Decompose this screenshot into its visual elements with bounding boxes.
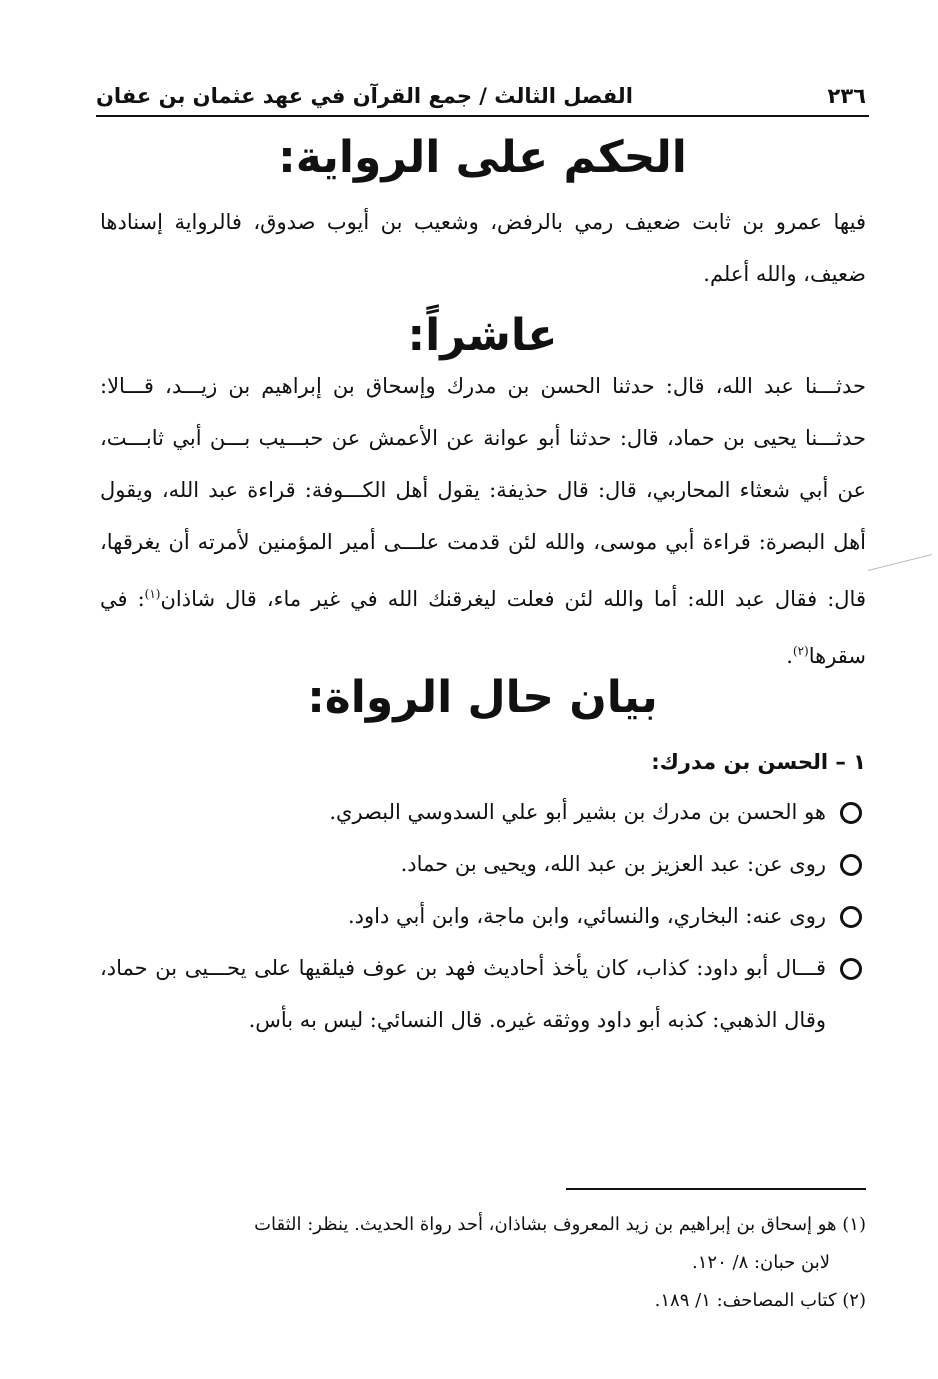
narrator-subheading: ١ – الحسن بن مدرك:	[651, 750, 866, 774]
footnote-ref-2[interactable]: (٢)	[792, 644, 809, 658]
circle-bullet-icon	[840, 906, 862, 928]
narration-end: .	[786, 644, 793, 668]
narration-text-cont: : في سقرها	[100, 587, 866, 668]
narrator-details-list	[100, 786, 866, 1046]
list-item	[100, 786, 866, 838]
footnotes	[96, 1206, 866, 1320]
footnote-separator	[566, 1188, 866, 1190]
tenth-heading: عاشراً:	[407, 310, 558, 361]
circle-bullet-icon	[840, 802, 862, 824]
running-header	[96, 78, 866, 114]
list-item	[100, 890, 866, 942]
list-item-text: قـــال أبو داود: كذاب، كان يأخذ أحاديث فهد بن عوف فيلقيها على يحـــيى بن حماد، وقال الذهبي: كذبه أبو داود ووثقه غيره. قال النسائي: ليس به بأس.	[100, 956, 826, 1032]
footnote-2: (٢) كتاب المصاحف: ١/ ١٨٩.	[654, 1290, 866, 1311]
scan-stray-mark	[868, 554, 932, 571]
header-rule	[96, 115, 869, 117]
narration-text: حدثـــنا عبد الله، قال: حدثنا الحسن بن مدرك وإسحاق بن إبراهيم بن زيـــد، قـــالا: حدثـــنا يحيى بن حماد، قال: حدثنا أبو عوانة عن الأعمش عن حبـــيب بـــن أبي ثابـــت، عن أبي شعثاء المحاربي، قال: قال حذيفة: يقول أهل الكـــوفة: قراءة عبد الله، ويقول أهل البصرة: قراءة أبي موسى، والله لئن قدمت علـــى أمير المؤمنين لأمرته أن يغرقها، قال: فقال عبد الله: أما والله لئن فعلت ليغرقنك الله في غير ماء، قال شاذان	[100, 374, 866, 611]
footnote-1-line-1: (١) هو إسحاق بن إبراهيم بن زيد المعروف بشاذان، أحد رواة الحديث. ينظر: الثقات	[254, 1214, 866, 1235]
ruling-heading: الحكم على الرواية:	[278, 132, 687, 183]
footnote-ref-1[interactable]: (١)	[144, 587, 161, 601]
footnote-1	[96, 1206, 866, 1282]
footnote-1-line-2: لابن حبان: ٨/ ١٢٠.	[692, 1252, 830, 1273]
list-item-text: روى عنه: البخاري، والنسائي، وابن ماجة، وابن أبي داود.	[348, 904, 826, 928]
list-item	[100, 838, 866, 890]
tenth-narration	[100, 360, 866, 682]
circle-bullet-icon	[840, 958, 862, 980]
narrators-heading: بيان حال الرواة:	[307, 672, 658, 723]
list-item	[100, 942, 866, 1046]
list-item-text: روى عن: عبد العزيز بن عبد الله، ويحيى بن حماد.	[400, 852, 826, 876]
circle-bullet-icon	[840, 854, 862, 876]
chapter-title: الفصل الثالث / جمع القرآن في عهد عثمان بن عفان	[96, 84, 633, 108]
list-item-text: هو الحسن بن مدرك بن بشير أبو علي السدوسي البصري.	[329, 800, 826, 824]
page-number: ٢٣٦	[827, 84, 866, 108]
ruling-paragraph: فيها عمرو بن ثابت ضعيف رمي بالرفض، وشعيب بن أيوب صدوق، فالرواية إسنادها ضعيف، والله أعلم.	[100, 210, 866, 286]
